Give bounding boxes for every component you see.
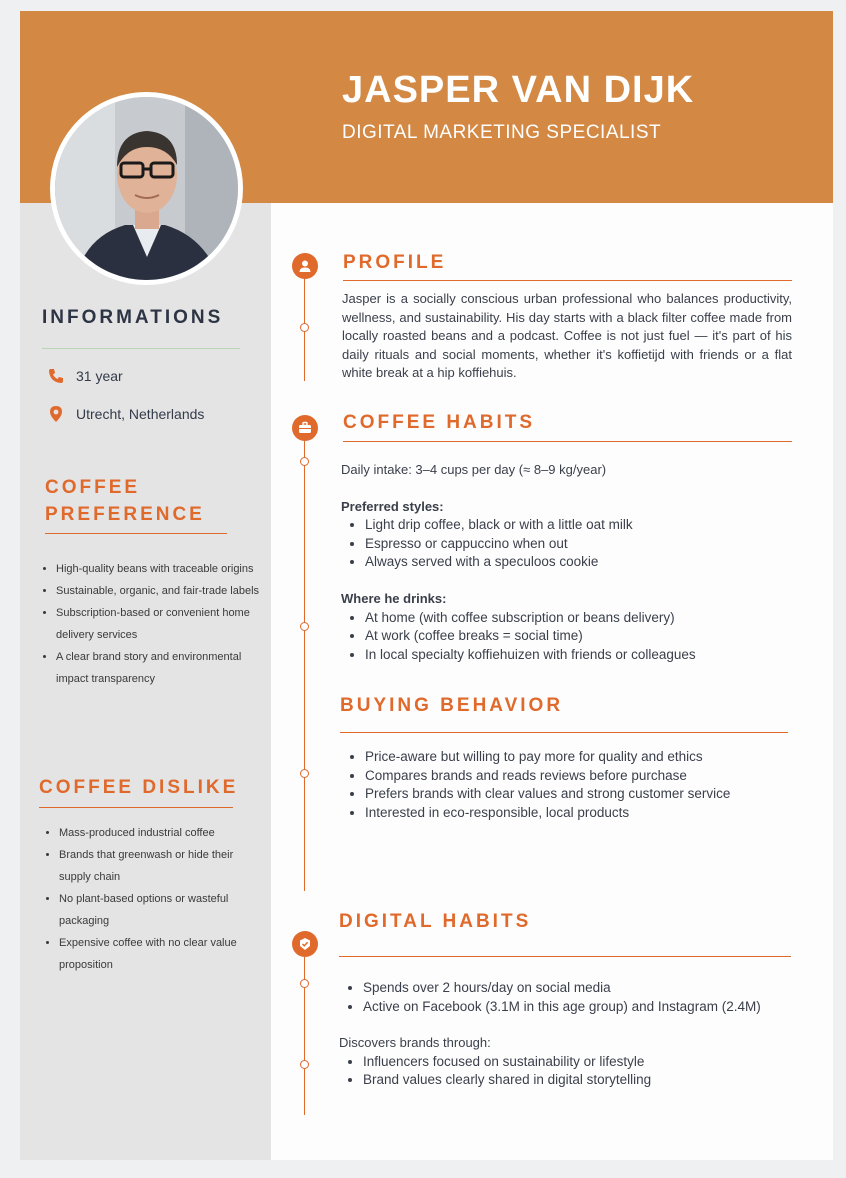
list-item: • Espresso or cappuccino when out — [365, 535, 801, 554]
daily-intake: Daily intake: 3–4 cups per day (≈ 8–9 kg/year) — [341, 462, 607, 477]
coffee-preference-heading-line1: COFFEE — [45, 477, 141, 498]
avatar — [50, 92, 243, 285]
profile-divider — [343, 280, 792, 281]
buying-behavior-heading: BUYING BEHAVIOR — [340, 695, 564, 716]
timeline-dot — [300, 979, 309, 988]
coffee-habits-divider — [343, 441, 792, 442]
timeline-icon-profile — [292, 253, 318, 279]
where-drinks-label: Where he drinks: — [341, 590, 447, 606]
list-item: • Interested in eco-responsible, local products — [365, 804, 801, 823]
timeline-dot — [300, 323, 309, 332]
list-item: • Prefers brands with clear values and strong customer service — [365, 785, 801, 804]
timeline-icon-coffee-habits — [292, 415, 318, 441]
buying-behavior-list — [341, 748, 801, 822]
list-item: • A clear brand story and environmental impact transparency — [56, 646, 261, 690]
timeline-dot — [300, 457, 309, 466]
coffee-preference-divider — [45, 533, 227, 534]
list-item: • Brands that greenwash or hide their supply chain — [59, 844, 264, 888]
discovers-label: Discovers brands through: — [339, 1035, 491, 1051]
coffee-dislike-divider — [39, 807, 233, 808]
list-item: • In local specialty koffiehuizen with friends or colleagues — [365, 646, 801, 665]
resume-page — [20, 11, 833, 1160]
coffee-dislike-heading: COFFEE DISLIKE — [39, 777, 239, 798]
list-item: • Price-aware but willing to pay more for quality and ethics — [365, 748, 801, 767]
digital-habits-list — [339, 979, 809, 1016]
list-item: • High-quality beans with traceable origins — [56, 558, 261, 580]
job-title: DIGITAL MARKETING SPECIALIST — [342, 122, 662, 143]
preferred-styles-label: Preferred styles: — [341, 498, 444, 514]
timeline-dot — [300, 769, 309, 778]
timeline-icon-digital-habits — [292, 931, 318, 957]
list-item: • Spends over 2 hours/day on social media — [363, 979, 809, 998]
portrait-photo — [55, 97, 238, 280]
list-item: • Compares brands and reads reviews before purchase — [365, 767, 801, 786]
list-item: • At home (with coffee subscription or beans delivery) — [365, 609, 801, 628]
timeline-line — [304, 441, 305, 891]
profile-text: Jasper is a socially conscious urban professional who balances productivity, wellness, and sustainability. His day starts with a black filter coffee made from locally roasted beans and a podcast. Coffee is not just fuel — it's part of his daily rituals and social moments, whether it's koffietijd with friends or a flat white break at a hip koffiehuis. — [342, 291, 792, 381]
list-item: • Sustainable, organic, and fair-trade labels — [56, 580, 261, 602]
list-item: • Active on Facebook (3.1M in this age group) and Instagram (2.4M) — [363, 998, 809, 1017]
list-item: • Light drip coffee, black or with a little oat milk — [365, 516, 801, 535]
coffee-habits-content — [341, 461, 801, 664]
location-row — [48, 405, 204, 423]
list-item: • Brand values clearly shared in digital storytelling — [363, 1071, 809, 1090]
timeline-dot — [300, 622, 309, 631]
age-value: 31 year — [76, 368, 123, 384]
coffee-habits-heading: COFFEE HABITS — [343, 412, 536, 433]
list-item: • Mass-produced industrial coffee — [59, 822, 264, 844]
list-item: • No plant-based options or wasteful packaging — [59, 888, 264, 932]
list-item: • Influencers focused on sustainability or lifestyle — [363, 1053, 809, 1072]
age-row — [48, 368, 123, 384]
discovers-list — [339, 1053, 809, 1090]
list-item: • At work (coffee breaks = social time) — [365, 627, 801, 646]
profile-heading: PROFILE — [343, 252, 447, 273]
timeline-dot — [300, 1060, 309, 1069]
preferred-styles-list — [341, 516, 801, 572]
digital-habits-content — [339, 979, 809, 1090]
badge-check-icon — [298, 937, 312, 951]
informations-divider — [42, 348, 240, 349]
list-item: • Expensive coffee with no clear value proposition — [59, 932, 264, 976]
coffee-dislike-list — [43, 822, 264, 976]
list-item: • Subscription-based or convenient home delivery services — [56, 602, 261, 646]
list-item: • Always served with a speculoos cookie — [365, 553, 801, 572]
phone-icon — [48, 368, 64, 384]
person-name: JASPER VAN DIJK — [342, 69, 695, 111]
where-drinks-list — [341, 609, 801, 665]
user-icon — [298, 259, 312, 273]
location-pin-icon — [48, 405, 64, 423]
coffee-preference-list — [40, 558, 261, 690]
briefcase-icon — [298, 421, 312, 435]
location-value: Utrecht, Netherlands — [76, 406, 205, 422]
buying-behavior-divider — [340, 732, 788, 733]
informations-heading: INFORMATIONS — [42, 307, 224, 328]
digital-habits-heading: DIGITAL HABITS — [339, 911, 532, 932]
buying-behavior-content — [341, 748, 801, 822]
coffee-preference-heading-line2: PREFERENCE — [45, 504, 205, 525]
digital-habits-divider — [339, 956, 791, 957]
